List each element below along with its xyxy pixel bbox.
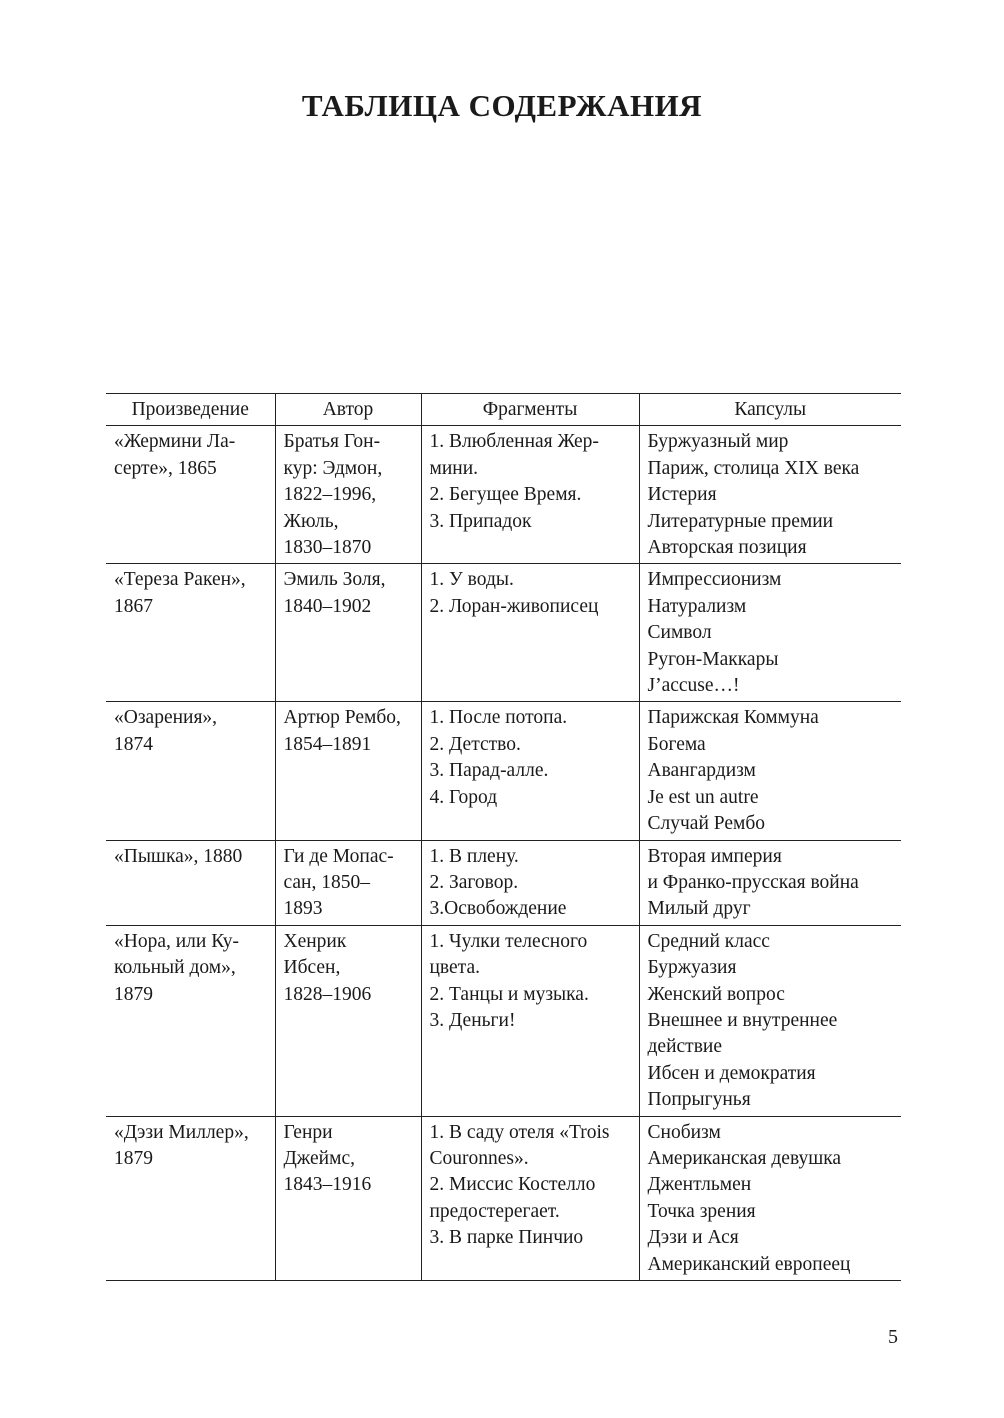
table-row — [106, 702, 901, 840]
capsules-line: Вторая империя — [647, 845, 782, 867]
capsules-line: Буржуазный мир — [647, 431, 789, 453]
capsules-line: Ибсен и демократия — [647, 1062, 816, 1084]
capsules-line: Средний класс — [647, 930, 770, 952]
capsules-line: действие — [647, 1036, 722, 1058]
table-row — [106, 1116, 901, 1280]
author-line: 1828–1906 — [283, 983, 372, 1005]
capsules-cell — [639, 702, 901, 840]
capsules-line: Литературные премии — [647, 510, 834, 532]
fragments-line: 2. Детство. — [429, 733, 521, 755]
capsules-line: Буржуазия — [647, 957, 737, 979]
work-cell — [106, 564, 275, 702]
work-line: 1867 — [114, 595, 153, 617]
capsules-line: Авангардизм — [647, 760, 756, 782]
author-line: Артюр Рембо, — [283, 707, 401, 729]
fragments-cell — [421, 426, 639, 564]
capsules-line: и Франко-прусская война — [647, 871, 859, 893]
author-cell — [275, 925, 421, 1116]
capsules-line: Американская девушка — [647, 1147, 842, 1169]
work-line: 1879 — [114, 983, 153, 1005]
work-line: «Пышка», 1880 — [114, 845, 243, 867]
capsules-line: Истерия — [647, 484, 717, 506]
author-line: сан, 1850– — [283, 871, 370, 893]
fragments-line: Couronnes». — [429, 1147, 529, 1169]
author-line: Жюль, — [283, 510, 339, 532]
work-cell — [106, 426, 275, 564]
fragments-line: 2. Лоран-живописец — [429, 595, 599, 617]
capsules-line: Импрессионизм — [647, 569, 782, 591]
capsules-line: J’accuse…! — [647, 675, 740, 697]
fragments-line: 1. В саду отеля «Trois — [429, 1121, 610, 1143]
author-line: кур: Эдмон, — [283, 457, 383, 479]
work-cell — [106, 840, 275, 925]
author-line: 1822–1996, — [283, 484, 377, 506]
table-row — [106, 840, 901, 925]
fragments-line: 3. В парке Пинчио — [429, 1227, 584, 1249]
header-work: Произведение — [106, 394, 275, 426]
fragments-cell — [421, 840, 639, 925]
work-line: 1879 — [114, 1147, 153, 1169]
fragments-line: цвета. — [429, 957, 480, 979]
capsules-line: Точка зрения — [647, 1200, 756, 1222]
author-cell — [275, 564, 421, 702]
fragments-cell — [421, 564, 639, 702]
table-row — [106, 925, 901, 1116]
capsules-cell — [639, 426, 901, 564]
fragments-line: 4. Город — [429, 786, 498, 808]
author-cell — [275, 840, 421, 925]
work-line: «Дэзи Миллер», — [114, 1121, 249, 1143]
capsules-cell — [639, 1116, 901, 1280]
work-cell — [106, 702, 275, 840]
fragments-cell — [421, 702, 639, 840]
fragments-line: 1. У воды. — [429, 569, 514, 591]
header-fragments: Фрагменты — [421, 394, 639, 426]
fragments-line: предостерегает. — [429, 1200, 560, 1222]
table-body — [106, 426, 901, 1281]
author-line: Эмиль Золя, — [283, 569, 386, 591]
author-line: 1843–1916 — [283, 1174, 372, 1196]
work-line: «Тереза Ракен», — [114, 569, 246, 591]
capsules-cell — [639, 840, 901, 925]
author-line: Ги де Мопас- — [283, 845, 394, 867]
fragments-cell — [421, 1116, 639, 1280]
capsules-line: Парижская Коммуна — [647, 707, 819, 729]
capsules-line: Случай Рембо — [647, 813, 766, 835]
capsules-cell — [639, 564, 901, 702]
author-line: 1854–1891 — [283, 733, 372, 755]
author-line: Хенрик — [283, 930, 347, 952]
author-line: Братья Гон- — [283, 431, 381, 453]
author-cell — [275, 426, 421, 564]
fragments-line: 2. Заговор. — [429, 871, 519, 893]
capsules-line: Дэзи и Ася — [647, 1227, 739, 1249]
capsules-line: Натурализм — [647, 595, 747, 617]
fragments-line: 1. После потопа. — [429, 707, 568, 729]
capsules-line: Париж, столица XIX века — [647, 457, 860, 479]
fragments-line: 1. В плену. — [429, 845, 519, 867]
capsules-line: Авторская позиция — [647, 537, 807, 559]
author-cell — [275, 702, 421, 840]
fragments-cell — [421, 925, 639, 1116]
capsules-cell — [639, 925, 901, 1116]
author-line: 1893 — [283, 898, 323, 920]
fragments-line: 2. Миссис Костелло — [429, 1174, 596, 1196]
work-cell — [106, 925, 275, 1116]
fragments-line: 2. Бегущее Время. — [429, 484, 582, 506]
work-line: «Нора, или Ку- — [114, 930, 239, 952]
work-line: кольный дом», — [114, 957, 236, 979]
table-header-row — [106, 394, 901, 426]
work-line: «Жермини Ла- — [114, 431, 236, 453]
fragments-line: 3. Припадок — [429, 510, 532, 532]
header-capsules: Капсулы — [639, 394, 901, 426]
author-line: 1840–1902 — [283, 595, 372, 617]
fragments-line: 1. Влюбленная Жер- — [429, 431, 599, 453]
table-row — [106, 426, 901, 564]
work-cell — [106, 1116, 275, 1280]
work-line: серте», 1865 — [114, 457, 217, 479]
author-line: Генри — [283, 1121, 333, 1143]
fragments-line: 3. Парад-алле. — [429, 760, 549, 782]
capsules-line: Внешнее и внутреннее — [647, 1009, 838, 1031]
page-title: ТАБЛИЦА СОДЕРЖАНИЯ — [301, 88, 703, 123]
capsules-line: Попрыгунья — [647, 1089, 751, 1111]
work-line: 1874 — [114, 733, 153, 755]
author-line: Джеймс, — [283, 1147, 355, 1169]
capsules-line: Символ — [647, 622, 712, 644]
author-cell — [275, 1116, 421, 1280]
author-line: 1830–1870 — [283, 537, 372, 559]
capsules-line: Je est un autre — [647, 786, 759, 808]
fragments-line: 2. Танцы и музыка. — [429, 983, 589, 1005]
fragments-line: 1. Чулки телесного — [429, 930, 588, 952]
header-author: Автор — [275, 394, 421, 426]
capsules-line: Женский вопрос — [647, 983, 785, 1005]
capsules-line: Джентльмен — [647, 1174, 752, 1196]
capsules-line: Ругон-Маккары — [647, 648, 779, 670]
author-line: Ибсен, — [283, 957, 341, 979]
fragments-line: 3.Освобождение — [429, 898, 567, 920]
capsules-line: Милый друг — [647, 898, 751, 920]
capsules-line: Богема — [647, 733, 706, 755]
work-line: «Озарения», — [114, 707, 218, 729]
contents-table — [106, 393, 901, 1281]
capsules-line: Снобизм — [647, 1121, 721, 1143]
fragments-line: мини. — [429, 457, 479, 479]
fragments-line: 3. Деньги! — [429, 1009, 516, 1031]
capsules-line: Американский европеец — [647, 1253, 851, 1275]
page-number: 5 — [888, 1326, 898, 1348]
table-row — [106, 564, 901, 702]
